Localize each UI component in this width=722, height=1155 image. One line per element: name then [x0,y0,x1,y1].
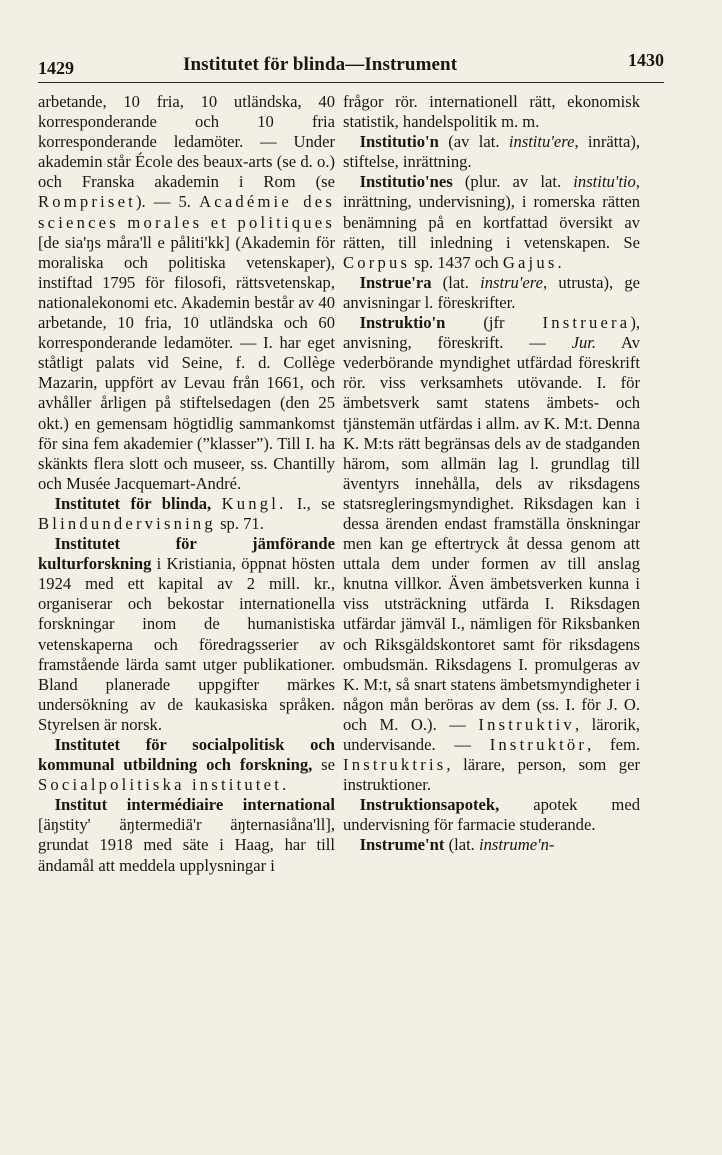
headword: Institut intermédiaire international [54,795,335,815]
page-number-right: 1430 [628,50,664,70]
headword: Institutet för jämförande kulturforskning [38,534,335,574]
entry-instruktion: Instruktio'n (jfr Instruera), anvisning, föreskrift. — Jur. Av vederbörande myndighet utfärdad föreskrift rör. viss verksamhets utövande. I. för ämbetsverk samt statens ämbets- och tjänstemän utfärdas i allm. av K. M:t. Denna K. M:ts rätt begränsas dels av de stadganden härom, som allmän lag l. grundlag till äventyrs innehålla, dels av riksdagens statsregleringsmyndighet. Riksdagen kan i dessa ärenden endast framställa önskningar men kan ge eftertryck åt dessa genom att uttala dem under formen av till anslag knutna villkor. Även ämbetsverken kunna i viss utsträckning utfärda I. Riksdagen utfärdar jämväl I., nämligen för Riksbanken och Riksgäldskontoret samt för riksdagens ombudsmän. Riksdagens I. promulgeras av K. M:t, så snart statens ämbetsmyndigheter i någon mån beröras av dem (ss. I. för J. O. och M. O.). — Instruktiv, lärorik, undervisande. — Instruktör, fem. Instruktris, lärare, person, som ger instruktioner. [343,313,640,795]
left-column [38,92,335,876]
header-rule [38,82,664,83]
entry-institutet-socialpolitisk: Institutet för socialpolitisk och kommunal utbildning och forskning, se Socialpolitiska institutet. [38,735,335,795]
headword: Institutet för blinda, [54,493,212,513]
entry-institution: Institutio'n (av lat. institu'ere, inrätta), stiftelse, inrättning. [343,132,640,172]
right-column [343,92,640,856]
page-number-left: 1429 [38,58,74,78]
headword: Instrume'nt [359,835,445,855]
entry-institutet-for-blinda: Institutet för blinda, Kungl. I., se Blindundervisning sp. 71. [38,493,335,533]
entry-instrument: Instrume'nt (lat. instrume'n- [359,835,555,855]
entry-instruktionsapotek: Instruktionsapotek, apotek med undervisning för farmacie studerande. [343,795,640,835]
entry-institutet-kulturforskning: Institutet för jämförande kulturforskning i Kristiania, öppnat hösten 1924 med ett kapital av 2 mill. kr., organiserar och bekostar internationella forskningar inom de humanistiska vetenskaperna och föredragsserier av framstående lärda samt utger publikationer. Bland planerade uppgifter märkes undersökning av de kaukasiska språken. Styrelsen är norsk. [38,534,335,734]
headword: Instruktionsapotek, [359,795,500,815]
headword: Instrue'ra [359,272,432,292]
entry-continuation: arbetande, 10 fria, 10 utländska, 40 korresponderande och 10 fria korresponderande ledamöter. — Under akademin står École des beaux-arts (se d. o.) och Franska akademin i Rom (se Rompriset). — 5. Académie des sciences morales et politiques [de sia'ŋs måra'll e påliti'kk] (Akademin för moraliska och politiska vetenskaper), instiftad 1795 för filosofi, rättsvetenskap, nationalekonomi etc. Akademin består av 40 arbetande, 10 fria, 10 utländska och 60 korresponderande ledamöter. — I. har eget ståtligt palats vid Seine, f. d. Collège Mazarin, uppfört av Levau från 1661, och avhåller årligen på stiftelsedagen (den 25 okt.) en gemensam högtidlig sammankomst för sina fem akademier (”klasser”). Till I. ha skänkts flera slott och museer, ss. Chantilly och Musée Jacquemart-André. [38,92,335,493]
headword: Instruktio'n [359,313,446,333]
headword: Institutio'nes [359,172,453,192]
running-title: Institutet för blinda—Instrument [183,54,458,75]
entry-institutiones: Institutio'nes (plur. av lat. institu'tio, inrättning, undervisning), i romerska rätten benämning på en kortfattad översikt av rätten, till inledning i vetenskapen. Se Corpus sp. 1437 och Gajus. [343,172,640,272]
headword: Institutio'n [359,132,439,152]
headword: Institutet för socialpolitisk och kommunal utbildning och forskning, [38,735,335,775]
entry-institut-intermediaire: Institut intermédiaire international [äŋstity' äŋtermediä'r äŋternasiåna'll], grundat 1918 med säte i Haag, har till ändamål att meddela upplysningar i [38,795,335,875]
page-header [38,50,664,84]
entry-instruera: Instrue'ra (lat. instru'ere, utrusta), ge anvisningar l. föreskrifter. [343,272,640,312]
entry-continuation: frågor rör. internationell rätt, ekonomisk statistik, handelspolitik m. m. [343,92,640,132]
